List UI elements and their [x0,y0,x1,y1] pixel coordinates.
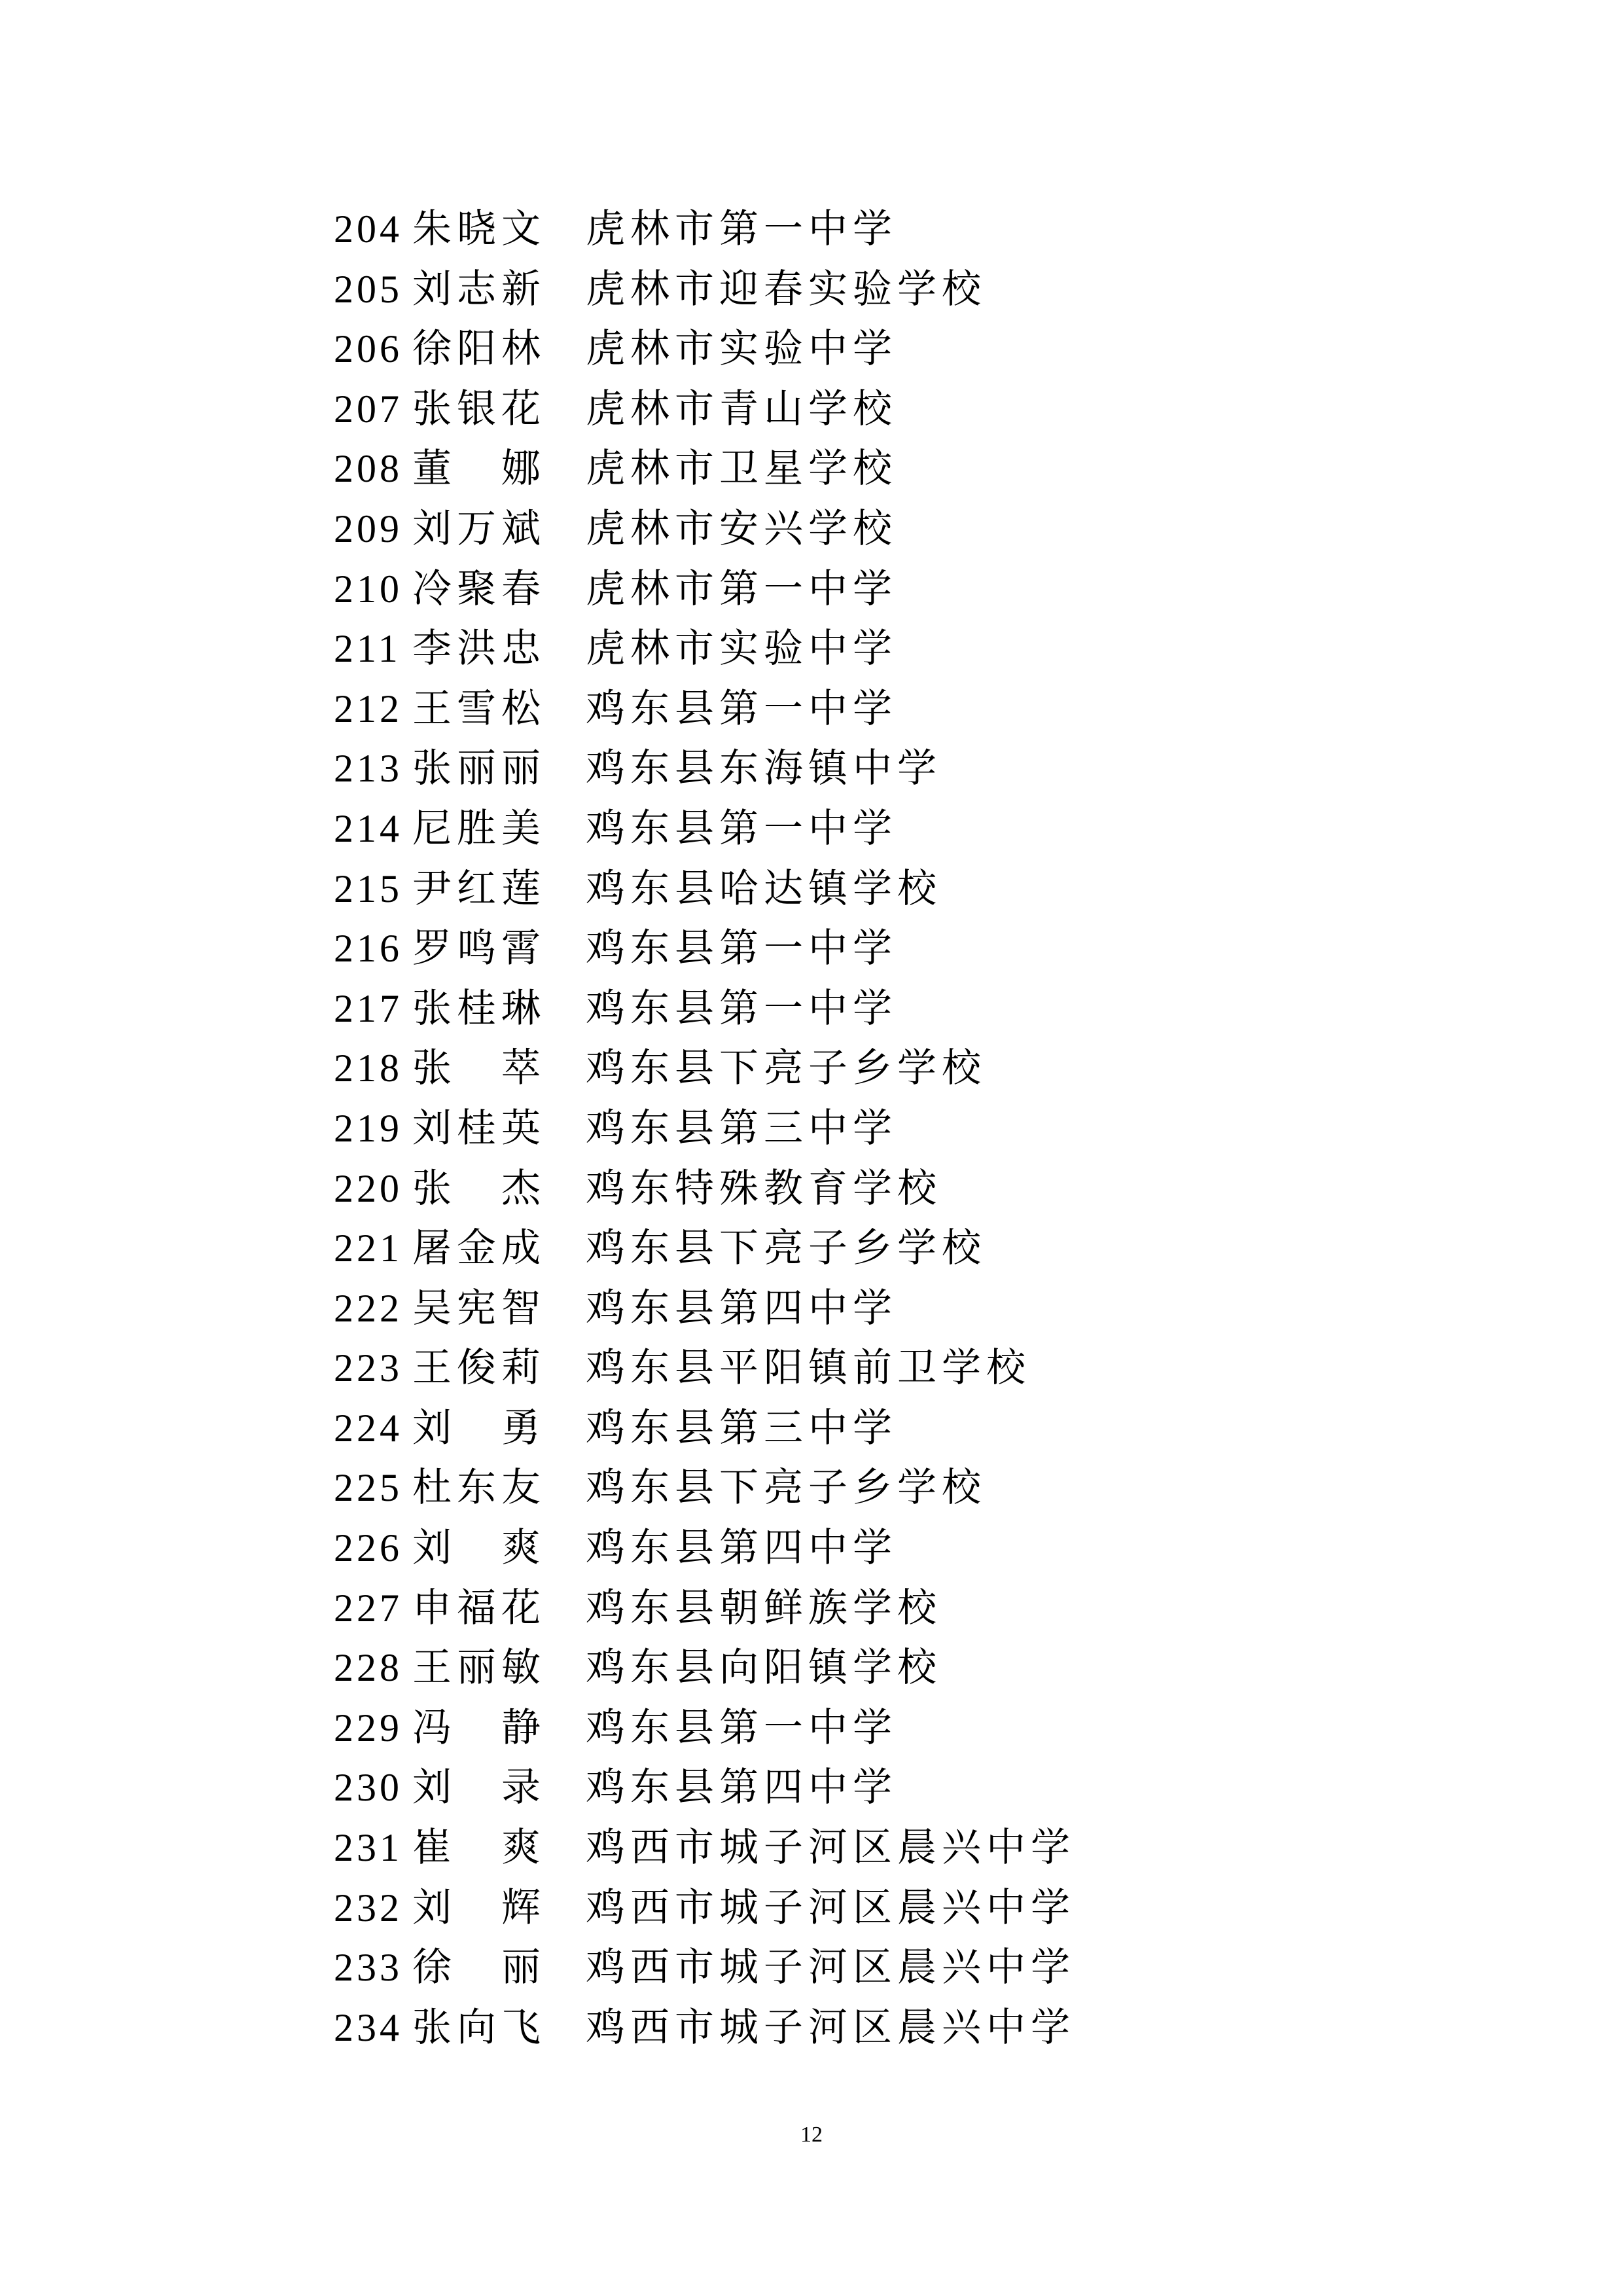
roster-row [334,619,1446,679]
roster-row [334,1998,1446,2058]
entry-name: 王雪松 [412,685,546,732]
entry-school: 虎林市卫星学校 [586,446,897,492]
entry-school: 鸡东县哈达镇学校 [586,865,942,912]
entry-number: 224 [334,1406,402,1450]
entry-school: 虎林市实验中学 [586,626,897,672]
entry-number: 234 [334,2005,402,2049]
entry-school: 虎林市青山学校 [586,386,897,432]
roster-row [334,1399,1446,1459]
roster-row [334,1039,1446,1099]
roster-row [334,1758,1446,1818]
entry-number: 222 [334,1286,402,1330]
entry-school: 鸡西市城子河区晨兴中学 [586,1825,1075,1871]
entry-name: 张 萃 [412,1045,546,1092]
entry-number: 229 [334,1706,402,1749]
entry-school: 鸡西市城子河区晨兴中学 [586,1884,1075,1931]
roster-row [334,1818,1446,1878]
entry-school: 鸡东县第四中学 [586,1285,897,1331]
roster-row [334,739,1446,799]
entry-name: 张 杰 [412,1165,546,1211]
entry-school: 鸡东县第一中学 [586,1704,897,1751]
roster-row [334,1219,1446,1279]
entry-school: 鸡东县第一中学 [586,925,897,972]
entry-number: 206 [334,327,402,371]
roster-row [334,380,1446,440]
entry-school: 鸡东县第四中学 [586,1765,897,1811]
entry-name: 王俊莉 [412,1345,546,1391]
entry-name: 张丽丽 [412,745,546,792]
entry-school: 鸡东县平阳镇前卫学校 [586,1345,1031,1391]
roster-list [334,200,1446,2058]
entry-number: 221 [334,1227,402,1270]
page-number: 12 [800,2123,823,2147]
entry-name: 刘志新 [412,266,546,312]
entry-name: 冷聚春 [412,565,546,612]
roster-row [334,1638,1446,1698]
entry-school: 虎林市第一中学 [586,206,897,252]
entry-name: 张桂琳 [412,985,546,1031]
entry-school: 鸡东县第四中学 [586,1525,897,1571]
roster-row [334,679,1446,740]
entry-school: 虎林市迎春实验学校 [586,266,986,312]
entry-number: 213 [334,747,402,791]
roster-row [334,1518,1446,1579]
roster-row [334,1099,1446,1159]
entry-name: 刘 爽 [412,1525,546,1571]
entry-name: 张向飞 [412,2004,546,2051]
roster-row [334,499,1446,560]
roster-row [334,439,1446,499]
entry-name: 刘 录 [412,1765,546,1811]
entry-number: 232 [334,1886,402,1929]
entry-name: 刘桂英 [412,1105,546,1151]
roster-row [334,1878,1446,1939]
entry-name: 刘万斌 [412,505,546,552]
roster-row [334,1579,1446,1639]
entry-number: 204 [334,207,402,251]
entry-name: 屠金成 [412,1225,546,1272]
entry-school: 虎林市实验中学 [586,326,897,372]
roster-row [334,1698,1446,1759]
entry-number: 230 [334,1766,402,1810]
entry-school: 鸡东县下亮子乡学校 [586,1465,986,1511]
roster-row [334,919,1446,979]
roster-row [334,560,1446,620]
entry-number: 226 [334,1526,402,1570]
entry-school: 鸡东县下亮子乡学校 [586,1225,986,1272]
entry-name: 吴宪智 [412,1285,546,1331]
entry-number: 228 [334,1646,402,1690]
entry-number: 215 [334,867,402,910]
entry-number: 214 [334,806,402,850]
entry-school: 鸡东县第一中学 [586,985,897,1031]
entry-name: 崔 爽 [412,1825,546,1871]
entry-school: 鸡东特殊教育学校 [586,1165,942,1211]
entry-number: 216 [334,927,402,971]
entry-school: 虎林市第一中学 [586,565,897,612]
entry-name: 申福花 [412,1585,546,1631]
entry-name: 徐阳林 [412,326,546,372]
entry-school: 鸡东县第三中学 [586,1405,897,1451]
entry-school: 鸡东县下亮子乡学校 [586,1045,986,1092]
entry-number: 208 [334,447,402,491]
entry-school: 虎林市安兴学校 [586,505,897,552]
roster-row [334,1458,1446,1518]
entry-number: 205 [334,267,402,311]
entry-number: 225 [334,1466,402,1510]
entry-name: 朱晓文 [412,206,546,252]
entry-number: 223 [334,1346,402,1390]
entry-number: 233 [334,1946,402,1990]
entry-number: 207 [334,387,402,431]
entry-number: 209 [334,507,402,550]
roster-row [334,1279,1446,1339]
entry-number: 212 [334,687,402,730]
roster-row [334,799,1446,859]
roster-row [334,1938,1446,1998]
entry-number: 217 [334,986,402,1030]
entry-name: 董 娜 [412,446,546,492]
roster-row [334,1338,1446,1399]
entry-number: 211 [334,627,401,671]
entry-name: 李洪忠 [412,626,546,672]
roster-row [334,200,1446,260]
entry-name: 尼胜美 [412,805,546,852]
entry-name: 尹红莲 [412,865,546,912]
entry-school: 鸡西市城子河区晨兴中学 [586,2004,1075,2051]
entry-school: 鸡东县第一中学 [586,805,897,852]
roster-row [334,1159,1446,1219]
roster-row [334,979,1446,1039]
entry-name: 杜东友 [412,1465,546,1511]
entry-name: 徐 丽 [412,1945,546,1991]
entry-number: 219 [334,1106,402,1150]
entry-number: 210 [334,567,402,611]
entry-school: 鸡东县向阳镇学校 [586,1645,942,1691]
entry-number: 220 [334,1166,402,1210]
entry-name: 刘 勇 [412,1405,546,1451]
roster-row [334,260,1446,320]
entry-name: 罗鸣霄 [412,925,546,972]
entry-school: 鸡东县第三中学 [586,1105,897,1151]
entry-number: 227 [334,1586,402,1630]
roster-row [334,319,1446,380]
entry-school: 鸡东县东海镇中学 [586,745,942,792]
entry-name: 刘 辉 [412,1884,546,1931]
entry-number: 231 [334,1826,402,1870]
entry-name: 冯 静 [412,1704,546,1751]
entry-name: 张银花 [412,386,546,432]
entry-school: 鸡东县朝鲜族学校 [586,1585,942,1631]
entry-number: 218 [334,1047,402,1090]
roster-row [334,859,1446,920]
entry-school: 鸡东县第一中学 [586,685,897,732]
entry-school: 鸡西市城子河区晨兴中学 [586,1945,1075,1991]
entry-name: 王丽敏 [412,1645,546,1691]
